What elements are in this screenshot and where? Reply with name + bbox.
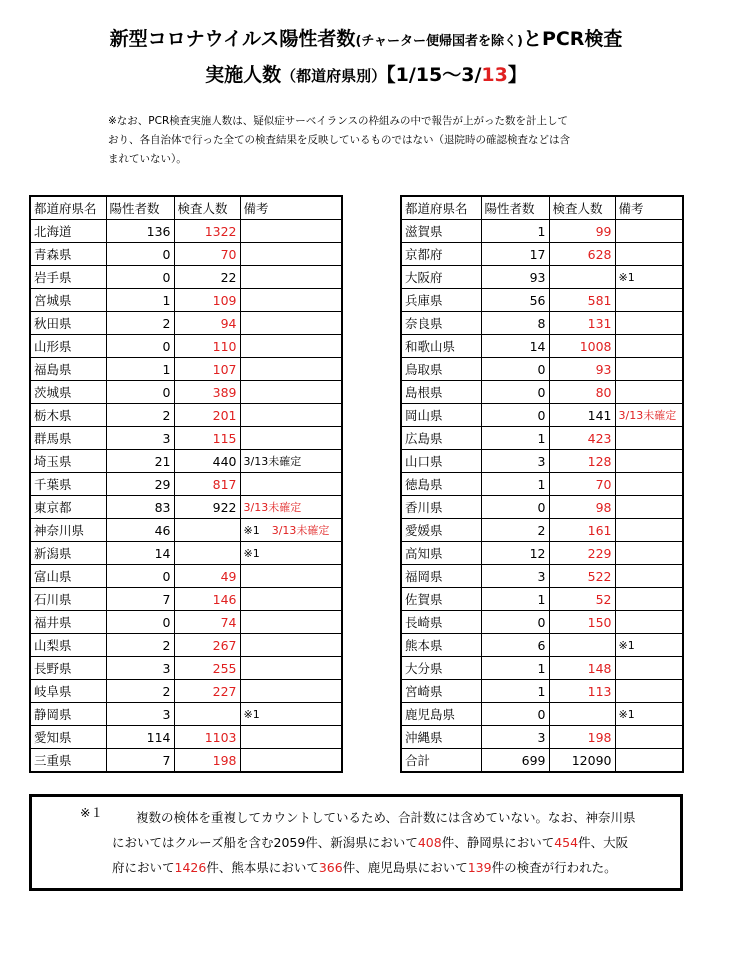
table-row xyxy=(401,335,683,358)
title-text: 新型コロナウイルス陽性者数 xyxy=(109,28,356,50)
tests-cell: 98 xyxy=(549,496,615,519)
positive-cell: 1 xyxy=(481,427,549,450)
pref-cell: 大分県 xyxy=(401,657,481,680)
remarks-cell xyxy=(240,703,342,726)
tests-cell: 227 xyxy=(174,680,240,703)
pref-cell: 宮崎県 xyxy=(401,680,481,703)
footnote-seg: 複数の検体を重複してカウントしているため、合計数には含めていない。なお、神奈川県 xyxy=(136,810,636,825)
tests-cell: 141 xyxy=(549,404,615,427)
table-row xyxy=(30,634,342,657)
pref-cell: 秋田県 xyxy=(30,312,106,335)
remarks-cell xyxy=(615,657,683,680)
header-positive: 陽性者数 xyxy=(481,196,549,220)
table-row xyxy=(401,565,683,588)
table-row xyxy=(30,473,342,496)
positive-cell: 0 xyxy=(481,496,549,519)
table-row xyxy=(30,496,342,519)
positive-cell: 0 xyxy=(106,565,174,588)
pref-cell: 千葉県 xyxy=(30,473,106,496)
remarks-cell xyxy=(615,519,683,542)
pref-cell: 茨城県 xyxy=(30,381,106,404)
positive-cell: 2 xyxy=(106,404,174,427)
remarks-cell xyxy=(615,289,683,312)
tests-cell: 150 xyxy=(549,611,615,634)
tests-cell: 423 xyxy=(549,427,615,450)
pref-cell: 島根県 xyxy=(401,381,481,404)
pref-cell: 福岡県 xyxy=(401,565,481,588)
pref-cell: 長崎県 xyxy=(401,611,481,634)
positive-cell: 7 xyxy=(106,749,174,773)
tests-cell: 1322 xyxy=(174,220,240,243)
table-row xyxy=(30,749,342,773)
footnote-line xyxy=(112,830,680,855)
pref-cell: 山口県 xyxy=(401,450,481,473)
remark-text: ※1 xyxy=(243,546,260,560)
footnote-num: 1426 xyxy=(174,860,207,875)
tests-cell: 198 xyxy=(549,726,615,749)
page-subtitle xyxy=(0,60,732,87)
remarks-cell xyxy=(240,726,342,749)
note-line: まれていない）。 xyxy=(108,153,187,165)
table-row xyxy=(30,404,342,427)
right-prefecture-table xyxy=(400,195,684,773)
positive-cell: 83 xyxy=(106,496,174,519)
table-row xyxy=(401,381,683,404)
positive-cell: 46 xyxy=(106,519,174,542)
pref-cell: 大阪府 xyxy=(401,266,481,289)
date-range-a: 【1/15～3/ xyxy=(386,64,482,86)
table-row xyxy=(30,427,342,450)
header-positive: 陽性者数 xyxy=(106,196,174,220)
table-row xyxy=(30,611,342,634)
remark-text: ※1 xyxy=(618,638,635,652)
positive-cell: 1 xyxy=(481,657,549,680)
header-pref: 都道府県名 xyxy=(30,196,106,220)
title-text-2: とPCR検査 xyxy=(522,28,623,50)
positive-cell: 0 xyxy=(106,381,174,404)
table-row xyxy=(30,335,342,358)
tests-cell: 229 xyxy=(549,542,615,565)
positive-cell: 6 xyxy=(481,634,549,657)
remarks-cell xyxy=(615,703,683,726)
tests-cell: 128 xyxy=(549,450,615,473)
remark-text-2: 3/13未確定 xyxy=(271,524,330,537)
table-row xyxy=(30,542,342,565)
remarks-cell xyxy=(240,335,342,358)
pref-cell: 岩手県 xyxy=(30,266,106,289)
table-row xyxy=(30,243,342,266)
footnote-line xyxy=(112,855,680,880)
pref-cell: 愛媛県 xyxy=(401,519,481,542)
tests-cell: 74 xyxy=(174,611,240,634)
tests-cell: 581 xyxy=(549,289,615,312)
table-row xyxy=(401,266,683,289)
positive-cell: 17 xyxy=(481,243,549,266)
footnote-seg: 件、熊本県において xyxy=(206,860,319,875)
table-row xyxy=(30,680,342,703)
tests-cell: 49 xyxy=(174,565,240,588)
remarks-cell xyxy=(615,565,683,588)
pref-cell: 岐阜県 xyxy=(30,680,106,703)
table-row xyxy=(401,289,683,312)
table-row xyxy=(30,726,342,749)
table-row xyxy=(401,634,683,657)
table-row xyxy=(30,381,342,404)
positive-cell: 3 xyxy=(106,657,174,680)
table-row xyxy=(30,358,342,381)
positive-cell: 3 xyxy=(106,427,174,450)
positive-cell: 0 xyxy=(106,611,174,634)
positive-cell: 3 xyxy=(481,726,549,749)
remarks-cell xyxy=(615,381,683,404)
positive-cell: 1 xyxy=(481,680,549,703)
pref-cell: 長野県 xyxy=(30,657,106,680)
tests-cell: 146 xyxy=(174,588,240,611)
tests-cell xyxy=(174,519,240,542)
remarks-cell xyxy=(240,749,342,773)
footnote-text xyxy=(112,805,680,880)
remarks-cell xyxy=(240,381,342,404)
pref-cell: 埼玉県 xyxy=(30,450,106,473)
footnote-seg: 府において xyxy=(112,860,175,875)
header-tests: 検査人数 xyxy=(174,196,240,220)
tests-cell: 1008 xyxy=(549,335,615,358)
table-row xyxy=(401,726,683,749)
tests-cell: 93 xyxy=(549,358,615,381)
tests-cell: 22 xyxy=(174,266,240,289)
header-remarks: 備考 xyxy=(240,196,342,220)
tests-cell xyxy=(174,703,240,726)
tests-cell: 113 xyxy=(549,680,615,703)
table-row xyxy=(30,657,342,680)
remarks-cell xyxy=(240,243,342,266)
page-title xyxy=(0,24,732,51)
remarks-cell xyxy=(615,450,683,473)
positive-cell: 1 xyxy=(106,358,174,381)
pref-cell: 群馬県 xyxy=(30,427,106,450)
remarks-cell xyxy=(615,680,683,703)
note-line: ※なお、PCR検査実施人数は、疑似症サーベイランスの枠組みの中で報告が上がった数を計上して xyxy=(108,115,568,127)
pref-cell: 富山県 xyxy=(30,565,106,588)
left-prefecture-table xyxy=(29,195,343,773)
table-row xyxy=(401,243,683,266)
positive-cell: 1 xyxy=(481,588,549,611)
positive-cell: 0 xyxy=(106,266,174,289)
pref-cell: 山梨県 xyxy=(30,634,106,657)
note-line: おり、各自治体で行った全ての検査結果を反映しているものではない（退院時の確認検査などは含 xyxy=(108,134,570,146)
positive-cell: 29 xyxy=(106,473,174,496)
pref-cell: 佐賀県 xyxy=(401,588,481,611)
positive-cell: 56 xyxy=(481,289,549,312)
positive-cell: 93 xyxy=(481,266,549,289)
remarks-cell xyxy=(615,726,683,749)
table-row xyxy=(30,220,342,243)
remarks-cell xyxy=(240,473,342,496)
positive-cell: 3 xyxy=(481,565,549,588)
table-row xyxy=(30,450,342,473)
tests-cell: 12090 xyxy=(549,749,615,773)
tests-cell: 522 xyxy=(549,565,615,588)
pref-cell: 栃木県 xyxy=(30,404,106,427)
table-row xyxy=(401,703,683,726)
table-row xyxy=(401,312,683,335)
tests-cell: 255 xyxy=(174,657,240,680)
remarks-cell xyxy=(240,657,342,680)
tests-cell: 148 xyxy=(549,657,615,680)
pref-cell: 香川県 xyxy=(401,496,481,519)
pref-cell: 和歌山県 xyxy=(401,335,481,358)
pref-cell: 高知県 xyxy=(401,542,481,565)
remarks-cell xyxy=(240,680,342,703)
positive-cell: 0 xyxy=(481,611,549,634)
tests-cell: 94 xyxy=(174,312,240,335)
remarks-cell xyxy=(615,473,683,496)
tests-cell: 107 xyxy=(174,358,240,381)
positive-cell: 2 xyxy=(106,312,174,335)
pref-cell: 合計 xyxy=(401,749,481,773)
pref-cell: 岡山県 xyxy=(401,404,481,427)
pref-cell: 鳥取県 xyxy=(401,358,481,381)
remark-text: ※1 xyxy=(618,270,635,284)
remarks-cell xyxy=(240,358,342,381)
pref-cell: 北海道 xyxy=(30,220,106,243)
remarks-cell xyxy=(240,289,342,312)
remark-text: ※1 xyxy=(243,524,260,537)
footnote-mark: ※１ xyxy=(80,805,103,820)
tests-cell xyxy=(174,542,240,565)
positive-cell: 0 xyxy=(481,703,549,726)
footnote-seg: 件、静岡県において xyxy=(441,835,555,850)
pref-cell: 東京都 xyxy=(30,496,106,519)
tests-cell: 131 xyxy=(549,312,615,335)
positive-cell: 0 xyxy=(481,381,549,404)
remarks-cell xyxy=(240,496,342,519)
positive-cell: 2 xyxy=(106,634,174,657)
positive-cell: 2 xyxy=(481,519,549,542)
remarks-cell xyxy=(615,312,683,335)
title-small: (チャーター便帰国者を除く) xyxy=(355,34,523,49)
footnote-seg: 件の検査が行われた。 xyxy=(491,860,617,875)
positive-cell: 0 xyxy=(481,358,549,381)
tests-cell: 817 xyxy=(174,473,240,496)
table-row xyxy=(401,450,683,473)
positive-cell: 12 xyxy=(481,542,549,565)
positive-cell: 114 xyxy=(106,726,174,749)
positive-cell: 3 xyxy=(106,703,174,726)
remarks-cell xyxy=(240,312,342,335)
table-row xyxy=(401,657,683,680)
pref-cell: 滋賀県 xyxy=(401,220,481,243)
remarks-cell xyxy=(615,335,683,358)
tests-cell: 161 xyxy=(549,519,615,542)
positive-cell: 14 xyxy=(106,542,174,565)
remarks-cell xyxy=(615,588,683,611)
pref-cell: 京都府 xyxy=(401,243,481,266)
pref-cell: 福井県 xyxy=(30,611,106,634)
remark-text: 3/13未確定 xyxy=(243,501,302,514)
table-row xyxy=(30,289,342,312)
positive-cell: 1 xyxy=(106,289,174,312)
remarks-cell xyxy=(240,611,342,634)
positive-cell: 2 xyxy=(106,680,174,703)
positive-cell: 8 xyxy=(481,312,549,335)
table-row xyxy=(401,473,683,496)
positive-cell: 0 xyxy=(106,335,174,358)
remark-text: 3/13未確定 xyxy=(243,455,302,468)
date-range-red: 13 xyxy=(481,64,508,86)
footnote-num: 366 xyxy=(318,860,343,875)
table-row xyxy=(401,496,683,519)
pref-cell: 広島県 xyxy=(401,427,481,450)
positive-cell: 1 xyxy=(481,473,549,496)
pref-cell: 新潟県 xyxy=(30,542,106,565)
remarks-cell xyxy=(240,634,342,657)
remarks-cell xyxy=(615,266,683,289)
remarks-cell xyxy=(615,404,683,427)
tests-cell xyxy=(549,266,615,289)
positive-cell: 0 xyxy=(481,404,549,427)
tests-cell: 99 xyxy=(549,220,615,243)
header-tests: 検査人数 xyxy=(549,196,615,220)
positive-cell: 1 xyxy=(481,220,549,243)
tests-cell: 70 xyxy=(174,243,240,266)
remarks-cell xyxy=(615,243,683,266)
pref-cell: 宮城県 xyxy=(30,289,106,312)
footnote-seg: 件、大阪 xyxy=(578,835,629,850)
footnote-num: 408 xyxy=(417,835,442,850)
tests-cell: 201 xyxy=(174,404,240,427)
header-pref: 都道府県名 xyxy=(401,196,481,220)
header-remarks: 備考 xyxy=(615,196,683,220)
positive-cell: 3 xyxy=(481,450,549,473)
remarks-cell xyxy=(615,496,683,519)
positive-cell: 699 xyxy=(481,749,549,773)
footnote-box xyxy=(29,794,683,891)
tests-cell: 440 xyxy=(174,450,240,473)
table-row xyxy=(401,519,683,542)
remarks-cell xyxy=(615,358,683,381)
remarks-cell xyxy=(615,542,683,565)
table-row xyxy=(30,519,342,542)
footnote-seg: 件、鹿児島県において xyxy=(342,860,468,875)
pref-cell: 静岡県 xyxy=(30,703,106,726)
remarks-cell xyxy=(240,220,342,243)
tests-cell: 110 xyxy=(174,335,240,358)
pref-cell: 兵庫県 xyxy=(401,289,481,312)
tests-cell xyxy=(549,634,615,657)
positive-cell: 14 xyxy=(481,335,549,358)
pref-cell: 奈良県 xyxy=(401,312,481,335)
remarks-cell xyxy=(240,565,342,588)
pref-cell: 神奈川県 xyxy=(30,519,106,542)
positive-cell: 0 xyxy=(106,243,174,266)
pref-cell: 沖縄県 xyxy=(401,726,481,749)
subtitle-text: 実施人数 xyxy=(205,64,282,86)
remarks-cell xyxy=(240,450,342,473)
subtitle-sub: （都道府県別） xyxy=(281,67,387,85)
remarks-cell xyxy=(240,427,342,450)
footnote-line xyxy=(112,805,680,830)
remarks-cell xyxy=(240,404,342,427)
note xyxy=(108,112,608,169)
remarks-cell xyxy=(615,749,683,773)
remarks-cell xyxy=(240,519,342,542)
table-row xyxy=(30,312,342,335)
table-row xyxy=(401,358,683,381)
tests-cell: 70 xyxy=(549,473,615,496)
pref-cell: 石川県 xyxy=(30,588,106,611)
positive-cell: 21 xyxy=(106,450,174,473)
table-row xyxy=(401,749,683,773)
tests-cell: 109 xyxy=(174,289,240,312)
pref-cell: 三重県 xyxy=(30,749,106,773)
tests-cell: 922 xyxy=(174,496,240,519)
positive-cell: 7 xyxy=(106,588,174,611)
tests-cell xyxy=(549,703,615,726)
tests-cell: 1103 xyxy=(174,726,240,749)
pref-cell: 青森県 xyxy=(30,243,106,266)
table-row xyxy=(401,680,683,703)
table-row xyxy=(401,611,683,634)
remarks-cell xyxy=(615,220,683,243)
pref-cell: 愛知県 xyxy=(30,726,106,749)
date-range-b: 】 xyxy=(507,64,527,86)
footnote-num: 139 xyxy=(467,860,492,875)
remarks-cell xyxy=(615,427,683,450)
remarks-cell xyxy=(615,611,683,634)
table-row xyxy=(30,703,342,726)
pref-cell: 福島県 xyxy=(30,358,106,381)
positive-cell: 136 xyxy=(106,220,174,243)
remarks-cell xyxy=(615,634,683,657)
pref-cell: 鹿児島県 xyxy=(401,703,481,726)
tests-cell: 267 xyxy=(174,634,240,657)
remark-text: ※1 xyxy=(618,707,635,721)
remarks-cell xyxy=(240,266,342,289)
table-row xyxy=(401,588,683,611)
tests-cell: 389 xyxy=(174,381,240,404)
tests-cell: 198 xyxy=(174,749,240,773)
table-row xyxy=(401,542,683,565)
pref-cell: 山形県 xyxy=(30,335,106,358)
tests-cell: 628 xyxy=(549,243,615,266)
table-row xyxy=(30,565,342,588)
tests-cell: 52 xyxy=(549,588,615,611)
footnote-num: 454 xyxy=(554,835,579,850)
tests-cell: 80 xyxy=(549,381,615,404)
remark-text: ※1 xyxy=(243,707,260,721)
table-row xyxy=(401,404,683,427)
table-row xyxy=(30,266,342,289)
pref-cell: 熊本県 xyxy=(401,634,481,657)
footnote-seg: においてはクルーズ船を含む2059件、新潟県において xyxy=(112,835,418,850)
remark-text: 3/13未確定 xyxy=(618,409,677,422)
table-row xyxy=(401,220,683,243)
table-row xyxy=(401,427,683,450)
remarks-cell xyxy=(240,588,342,611)
tests-cell: 115 xyxy=(174,427,240,450)
remarks-cell xyxy=(240,542,342,565)
table-row xyxy=(30,588,342,611)
pref-cell: 徳島県 xyxy=(401,473,481,496)
